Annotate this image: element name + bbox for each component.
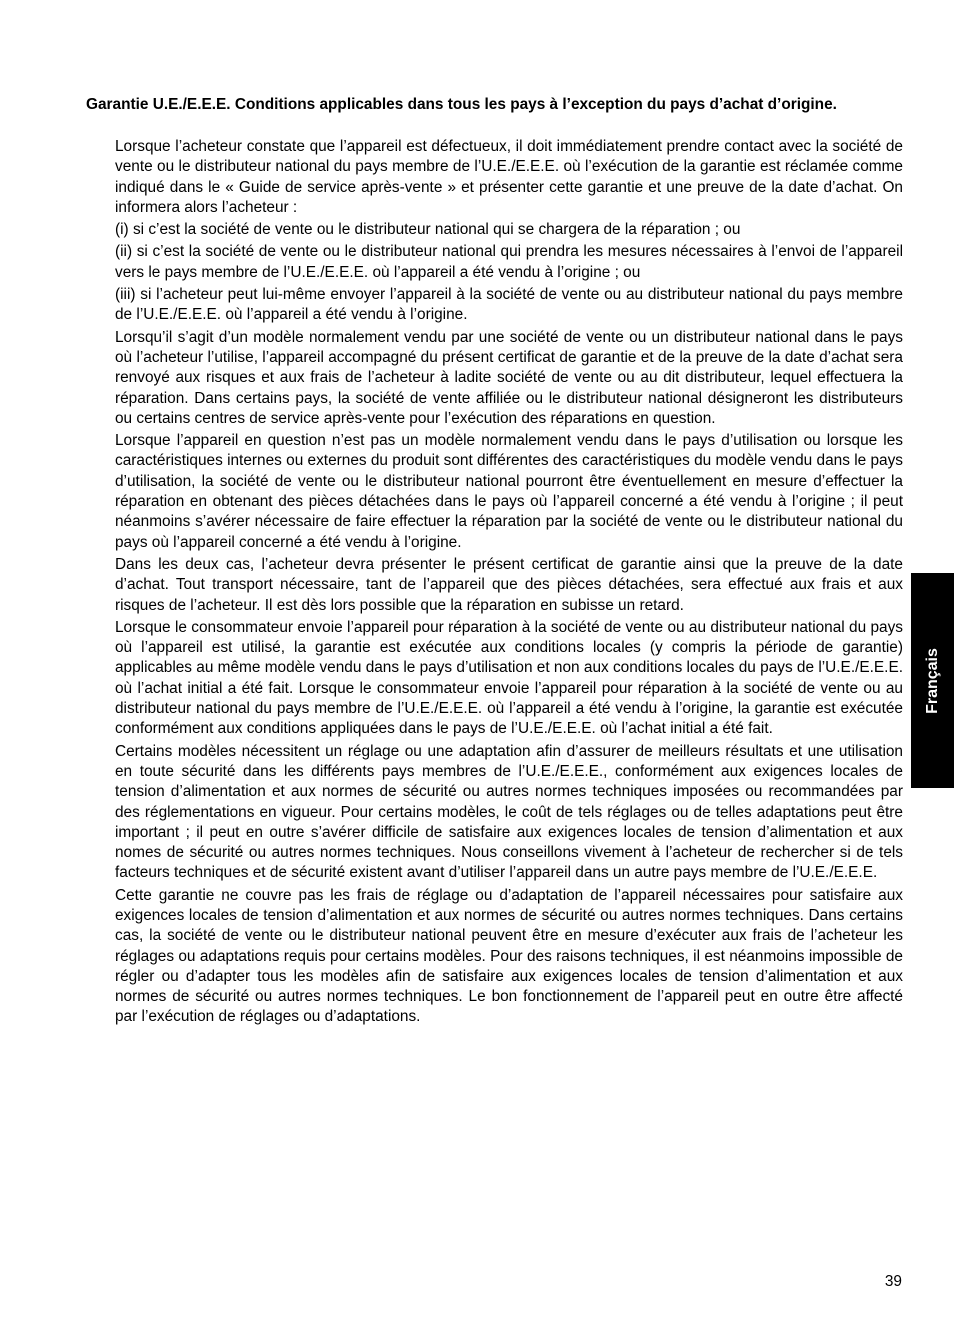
language-side-tab <box>911 573 954 788</box>
paragraph-adjustments: Certains modèles nécessitent un réglage ou une adaptation afin d’assurer de meilleurs résultats et une utilisation en toute sécurité dans les différents pays membres de l’U.E./E.E.E., conformément aux exigences locales de tension d’alimentation et aux normes de sécurité ou autres normes techniques imposées ou recommandées par des réglementations en vigueur. Pour certains modèles, le coût de tels réglages ou de telles adaptations peut être important ; il peut en outre s’avérer difficile de satisfaire aux exigences locales de tension d’alimentation et aux nomes de sécurité ou autres normes techniques. Nous conseillons vivement à l’acheteur de rechercher si de tels facteurs techniques et de sécurité existent avant d’utiliser l’appareil dans un autre pays membre de l’U.E./E.E.E. <box>115 742 903 882</box>
paragraph-normal-model: Lorsqu’il s’agit d’un modèle normalement vendu par une société de vente ou un distributeur national dans le pays où l’acheteur l’utilise, l’appareil accompagné du présent certificat de garantie et de la preuve de la date d’achat sera renvoyé aux risques et aux frais de l’acheteur à ladite société de vente ou au dit distributeur, lequel effectuera la réparation. Dans certains pays, la société de vente affiliée ou le distributeur national désigneront les distributeurs ou certains centres de service après-vente pour l’exécution des réparations en question. <box>115 328 903 427</box>
page-number: 39 <box>884 1273 902 1290</box>
paragraph-option-ii: (ii) si c’est la société de vente ou le distributeur national qui prendra les mesures nécessaires à l’envoi de l’appareil vers le pays membre de l’U.E./E.E.E. où l’appareil a été vendu à l’origine ; ou <box>115 243 903 281</box>
paragraph-non-standard-model: Lorsque l’appareil en question n’est pas un modèle normalement vendu dans le pays d’utilisation ou lorsque les caractéristiques internes ou externes du produit sont différentes des caractéristiques du modèle vendu dans le pays d’utilisation, la société de vente ou le distributeur national pourront être éventuellement en mesure d’effectuer la réparation en obtenant des pièces détachées dans le pays où l’appareil concerné a été vendu à l’origine ; il peut néanmoins s’avérer nécessaire de faire effectuer la réparation par la société de vente ou le distributeur national du pays où l’appareil concerné a été vendu à l’origine. <box>115 432 903 551</box>
warranty-body <box>115 137 903 1030</box>
paragraph-coverage-exclusion: Cette garantie ne couvre pas les frais de réglage ou d’adaptation de l’appareil nécessaires pour satisfaire aux exigences locales de tension d’alimentation et aux normes de sécurité ou autres normes techniques. Dans certains cas, la société de vente ou le distributeur national peuvent être en mesure d’exécuter aux frais de l’acheteur les réglages ou adaptations requis pour certains modèles. Pour des raisons techniques, il est néanmoins impossible de régler ou d’adapter tous les modèles afin de satisfaire aux exigences locales de tension d’alimentation et aux normes de sécurité ou autres normes techniques. Le bon fonctionnement de l’appareil peut en outre être affecté par l’exécution de réglages ou d’adaptations. <box>115 886 903 1026</box>
section-heading: Garantie U.E./E.E.E. Conditions applicables dans tous les pays à l’exception du pays d’achat d’origine. <box>86 96 837 113</box>
paragraph-option-iii: (iii) si l’acheteur peut lui-même envoyer l’appareil à la société de vente ou au distributeur national du pays membre de l’U.E./E.E.E. où l’appareil a été vendu à l’origine. <box>115 286 903 324</box>
paragraph-consumer-sends: Lorsque le consommateur envoie l’appareil pour réparation à la société de vente ou au distributeur national du pays où l’appareil est utilisé, la garantie est exécutée aux conditions locales (y compris la période de garantie) applicables au même modèle vendu dans le pays d’utilisation et non aux conditions locales du pays de l’U.E./E.E.E. où l’achat initial a été fait. Lorsque le consommateur envoie l’appareil pour réparation à la société de vente ou au distributeur national du pays membre de l’U.E./E.E.E. où l’appareil a été vendu à l’origine, la garantie est exécutée conformément aux conditions appliquées dans le pays de l’U.E./E.E.E. où l’achat initial a été fait. <box>115 618 903 738</box>
language-tab-label: Français <box>923 647 941 714</box>
paragraph-option-i: (i) si c’est la société de vente ou le distributeur national qui se chargera de la réparation ; ou <box>115 221 741 239</box>
paragraph-both-cases: Dans les deux cas, l’acheteur devra présenter le présent certificat de garantie ainsi que la preuve de la date d’achat. Tout transport nécessaire, tant de l’appareil que des pièces détachées, sera effectué aux frais et aux risques de l’acheteur. Il est dès lors possible que la réparation en subisse un retard. <box>115 555 903 614</box>
paragraph-intro: Lorsque l’acheteur constate que l’appareil est défectueux, il doit immédiatement prendre contact avec la société de vente ou le distributeur national du pays membre de l’U.E./E.E.E. où l’exécution de la garantie est réclamée comme indiqué dans le « Guide de service après-vente » et présenter cette garantie et une preuve de la date d’achat. On informera alors l’acheteur : <box>115 138 903 216</box>
